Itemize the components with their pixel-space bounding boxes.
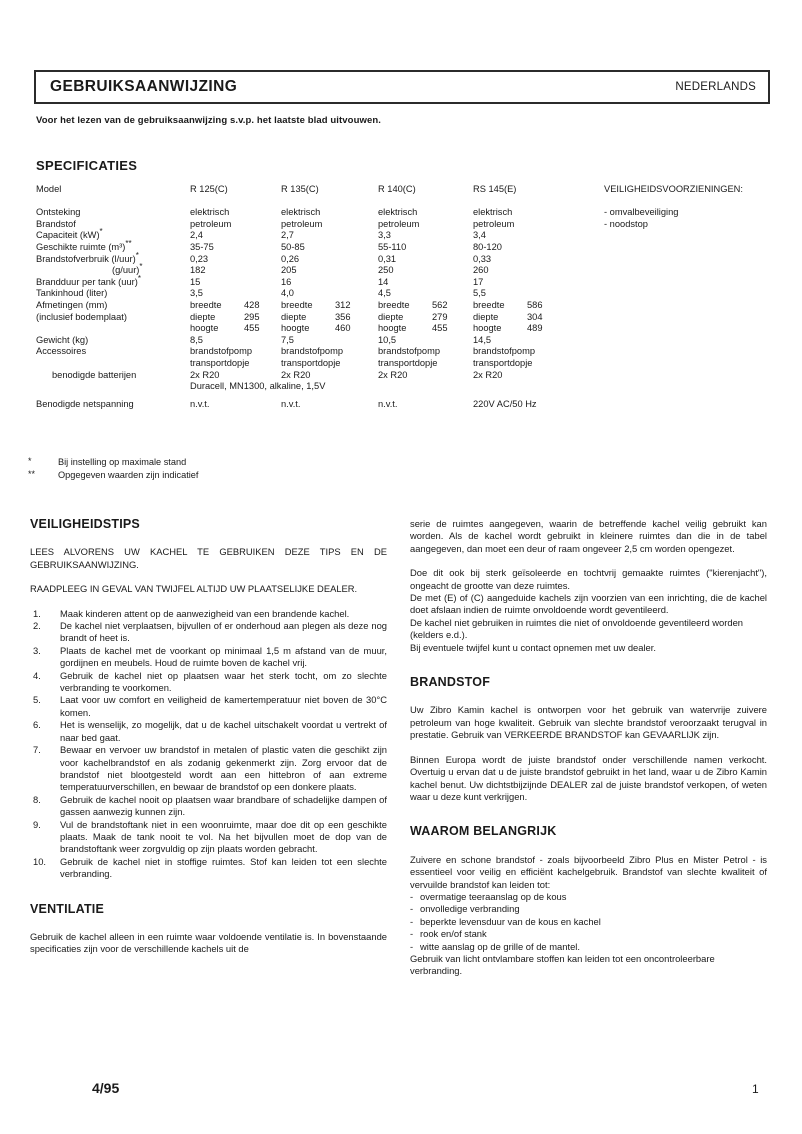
cell: 2x R20 bbox=[190, 369, 220, 380]
cell: brandstofpomp bbox=[190, 346, 253, 357]
cell: n.v.t. bbox=[281, 398, 301, 409]
list-item bbox=[410, 903, 767, 915]
row-label: Gewicht (kg) bbox=[36, 334, 89, 345]
row-label: (inclusief bodemplaat) bbox=[36, 311, 127, 322]
specifications-footnotes bbox=[28, 456, 198, 481]
weight-row bbox=[36, 335, 776, 347]
table-row bbox=[36, 227, 776, 242]
table-row bbox=[36, 238, 776, 254]
safety-features-title: VEILIGHEIDSVOORZIENINGEN: bbox=[604, 184, 743, 194]
cell: 3,3 bbox=[378, 230, 391, 241]
list-item bbox=[30, 744, 387, 794]
footnote bbox=[28, 469, 198, 482]
dim-value: 562 bbox=[432, 299, 448, 310]
cell: 0,31 bbox=[378, 253, 397, 264]
safety-feature-item: - omvalbeveiliging bbox=[604, 207, 679, 218]
list-number: 5. bbox=[33, 694, 41, 706]
waarom-paragraph-2: Gebruik van licht ontvlambare stoffen kan leiden tot een oncontroleerbare verbranding. bbox=[410, 952, 715, 977]
row-label: benodigde batterijen bbox=[52, 369, 137, 380]
list-text: Laat voor uw comfort en veiligheid de kamertemperatuur niet boven de 30°C komen. bbox=[60, 694, 387, 718]
brandstof-paragraph-2: Binnen Europa wordt de juiste brandstof onder verschillende namen verkocht. Overtuig u ervan dat u de juiste brandstof gebruikt in het land, waar u de Zibro Kamin kachel benut. Uw dichtstbijzijnde DEALER zal de juiste brandstof verkopen, of weten waar u deze kunt verkrijgen. bbox=[410, 753, 767, 802]
cell: elektrisch bbox=[473, 207, 513, 218]
list-number: 9. bbox=[33, 818, 41, 830]
cell: 35-75 bbox=[190, 241, 214, 252]
list-item bbox=[30, 856, 387, 881]
row-label bbox=[36, 227, 103, 242]
cell: 4,0 bbox=[281, 288, 294, 299]
model-label: Model bbox=[36, 184, 62, 194]
list-text: Plaats de kachel met de voorkant op minimaal 1,5 m afstand van de muur, gordijnen en meubels. Houd de ruimte boven de kachel vrij. bbox=[60, 644, 387, 669]
cell: elektrisch bbox=[378, 207, 418, 218]
footnote-mark: ** bbox=[125, 238, 132, 248]
footnote-text: Opgegeven waarden zijn indicatief bbox=[58, 469, 199, 480]
dash-marker: - bbox=[410, 915, 414, 927]
row-label-text: Brandduur per tank (uur) bbox=[36, 276, 138, 287]
batteries-row bbox=[36, 370, 776, 382]
cell: 17 bbox=[473, 276, 484, 287]
cell bbox=[473, 300, 543, 312]
language-label: NEDERLANDS bbox=[675, 81, 756, 93]
cell: 50-85 bbox=[281, 241, 305, 252]
list-number: 6. bbox=[33, 719, 41, 731]
cell bbox=[190, 300, 260, 312]
list-text: Vul de brandstoftank niet in een woonruimte, maar doe dit op een geschikte plaats. Maak de tank nooit te vol. Na het bijvullen moet de dop van de brandstoftank weer zorgvuldig op zijn plaats worden gebracht. bbox=[60, 818, 387, 855]
dim-value: 356 bbox=[335, 311, 351, 322]
list-item bbox=[30, 670, 387, 695]
waarom-belangrijk-heading: WAAROM BELANGRIJK bbox=[410, 824, 557, 839]
cell: petroleum bbox=[378, 218, 420, 229]
cell: 7,5 bbox=[281, 334, 294, 345]
dim-value: 279 bbox=[432, 311, 448, 322]
list-text: witte aanslag op de grille of de mantel. bbox=[420, 940, 580, 952]
cell: 16 bbox=[281, 276, 292, 287]
cell: 0,26 bbox=[281, 253, 300, 264]
dim-value: 295 bbox=[244, 311, 260, 322]
table-row bbox=[36, 262, 776, 277]
list-text: Het is wenselijk, zo mogelijk, dat u de kachel uitschakelt voordat u vertrekt of naar bed gaat. bbox=[60, 719, 387, 743]
dim-key: hoogte bbox=[190, 323, 219, 334]
cell: 55-110 bbox=[378, 241, 407, 252]
row-label-text: Brandstofverbruik (l/uur) bbox=[36, 253, 136, 264]
list-number: 2. bbox=[33, 620, 41, 632]
list-text: onvolledige verbranding bbox=[420, 903, 520, 915]
cell: n.v.t. bbox=[190, 398, 210, 409]
cell: brandstofpomp bbox=[378, 346, 441, 357]
cell: 2x R20 bbox=[473, 369, 503, 380]
page-title: GEBRUIKSAANWIJZING bbox=[50, 78, 238, 95]
accessories-row-2 bbox=[36, 358, 776, 370]
dash-marker: - bbox=[410, 903, 414, 915]
cell: transportdopje bbox=[473, 357, 533, 368]
list-number: 10. bbox=[33, 855, 47, 867]
battery-note: Duracell, MN1300, alkaline, 1,5V bbox=[190, 381, 326, 392]
fuel-quality-list bbox=[410, 891, 767, 953]
intro-line: Voor het lezen van de gebruiksaanwijzing s.v.p. het laatste blad uitvouwen. bbox=[36, 115, 381, 126]
model-col-4: RS 145(E) bbox=[473, 184, 517, 194]
dim-value: 304 bbox=[527, 311, 543, 322]
footer-page-number: 1 bbox=[752, 1082, 759, 1096]
row-label: Accessoires bbox=[36, 346, 87, 357]
safety-features-block bbox=[604, 184, 743, 230]
row-label: Benodigde netspanning bbox=[36, 398, 134, 409]
veiligheidstips-intro-2: RAADPLEEG IN GEVAL VAN TWIJFEL ALTIJD UW PLAATSELIJKE DEALER. bbox=[30, 583, 358, 595]
list-text: overmatige teeraanslag op de kous bbox=[420, 890, 567, 902]
list-number: 4. bbox=[33, 669, 41, 681]
list-item bbox=[30, 819, 387, 856]
dim-key: hoogte bbox=[473, 323, 502, 334]
dim-value: 489 bbox=[527, 323, 543, 334]
cell: 8,5 bbox=[190, 334, 203, 345]
cell: transportdopje bbox=[190, 357, 250, 368]
right-text-column bbox=[410, 518, 767, 990]
cell: petroleum bbox=[190, 218, 232, 229]
cell: petroleum bbox=[281, 218, 323, 229]
footnote-mark: * bbox=[139, 262, 143, 272]
dim-value: 455 bbox=[432, 323, 448, 334]
cell: 5,5 bbox=[473, 288, 486, 299]
cell: brandstofpomp bbox=[473, 346, 536, 357]
batteries-note-row bbox=[36, 381, 776, 393]
dim-key: breedte bbox=[378, 299, 410, 310]
dim-key: hoogte bbox=[378, 323, 407, 334]
cell: transportdopje bbox=[281, 357, 341, 368]
list-item bbox=[30, 719, 387, 744]
cell: petroleum bbox=[473, 218, 515, 229]
row-label-text: Geschikte ruimte (m³) bbox=[36, 241, 126, 252]
row-label: Ontsteking bbox=[36, 207, 81, 218]
waarom-paragraph-1: Zuivere en schone brandstof - zoals bijvoorbeeld Zibro Plus en Mister Petrol - is essentieel voor veilig en efficiënt kachelgebruik. Brandstof van slechte kwaliteit of vervuilde brandstof kan leiden tot: bbox=[410, 853, 767, 890]
list-item bbox=[30, 794, 387, 819]
cell bbox=[378, 323, 448, 335]
safety-feature-item: - noodstop bbox=[604, 218, 648, 229]
cell bbox=[190, 312, 260, 324]
cell bbox=[190, 323, 260, 335]
dim-value: 460 bbox=[335, 323, 351, 334]
footnote-mark: * bbox=[99, 227, 103, 237]
list-item bbox=[30, 645, 387, 670]
list-item bbox=[30, 620, 387, 645]
dim-key: diepte bbox=[473, 311, 499, 322]
dim-value: 455 bbox=[244, 323, 260, 334]
cell: 15 bbox=[190, 276, 201, 287]
cell bbox=[378, 300, 448, 312]
list-item bbox=[410, 916, 767, 928]
cell: 3,4 bbox=[473, 230, 486, 241]
veiligheidstips-heading: VEILIGHEIDSTIPS bbox=[30, 517, 140, 531]
cell: brandstofpomp bbox=[281, 346, 344, 357]
cell bbox=[473, 312, 543, 324]
dim-key: diepte bbox=[190, 311, 216, 322]
list-number: 1. bbox=[33, 607, 41, 619]
list-text: Gebruik de kachel niet op plaatsen waar het sterk tocht, om zo slechte verbranding te voorkomen. bbox=[60, 669, 387, 694]
row-label bbox=[36, 273, 141, 289]
cell: 14,5 bbox=[473, 334, 492, 345]
dim-key: hoogte bbox=[281, 323, 310, 334]
ventilatie-continued-1: serie de ruimtes aangegeven, waarin de betreffende kachel veilig gebruikt kan worden. Als de kachel wordt gebruikt in kleinere ruimtes dan die in de tabel aangegeven, dan moet een deur of raam ongeveer 2,5 cm worden opengezet. bbox=[410, 518, 767, 554]
dim-key: breedte bbox=[281, 299, 313, 310]
list-number: 8. bbox=[33, 793, 41, 805]
model-col-2: R 135(C) bbox=[281, 184, 319, 194]
cell bbox=[281, 300, 351, 312]
list-item bbox=[30, 694, 387, 719]
footnote-mark: * bbox=[28, 456, 32, 466]
dash-marker: - bbox=[410, 890, 414, 902]
footnote-mark: * bbox=[137, 273, 141, 283]
ventilatie-heading: VENTILATIE bbox=[30, 901, 104, 916]
footnote bbox=[28, 456, 198, 469]
dim-value: 428 bbox=[244, 299, 260, 310]
dim-value: 586 bbox=[527, 299, 543, 310]
list-item bbox=[30, 608, 387, 620]
list-number: 7. bbox=[33, 744, 41, 756]
cell: 260 bbox=[473, 265, 489, 276]
cell: 80-120 bbox=[473, 241, 502, 252]
list-item bbox=[410, 891, 767, 903]
cell: 0,23 bbox=[190, 253, 209, 264]
cell: 2,4 bbox=[190, 230, 203, 241]
row-label-text: (g/uur) bbox=[112, 265, 140, 276]
cell: 220V AC/50 Hz bbox=[473, 398, 537, 409]
row-label: Tankinhoud (liter) bbox=[36, 288, 108, 299]
cell: 182 bbox=[190, 265, 206, 276]
cell: 10,5 bbox=[378, 334, 397, 345]
dim-key: diepte bbox=[378, 311, 404, 322]
footnote-mark: ** bbox=[28, 468, 36, 479]
cell: elektrisch bbox=[281, 207, 321, 218]
list-text: De kachel niet verplaatsen, bijvullen of er onderhoud aan plegen als deze nog brandt of heet is. bbox=[60, 620, 387, 644]
accessories-row-1 bbox=[36, 346, 776, 358]
dash-marker: - bbox=[410, 928, 414, 940]
ventilatie-text: Gebruik de kachel alleen in een ruimte waar voldoende ventilatie is. In bovenstaande specificaties zijn voor de verschillende kachels uit de bbox=[30, 930, 387, 955]
model-col-1: R 125(C) bbox=[190, 184, 228, 194]
cell bbox=[281, 323, 351, 335]
table-row bbox=[36, 250, 776, 266]
title-banner bbox=[34, 70, 770, 104]
ventilatie-continued-3: De met (E) of (C) aangeduide kachels zijn voorzien van een inrichting, die de kachel doet afslaan indien de ruimte onvoldoende wordt geventileerd. bbox=[410, 592, 767, 616]
dimensions-row-depth bbox=[36, 312, 776, 324]
specifications-heading: SPECIFICATIES bbox=[36, 158, 138, 173]
dimensions-row-width bbox=[36, 300, 776, 312]
footer-revision: 4/95 bbox=[92, 1080, 120, 1096]
dim-key: diepte bbox=[281, 311, 307, 322]
footnote-mark: * bbox=[135, 250, 139, 260]
list-text: rook en/of stank bbox=[420, 928, 487, 940]
list-item bbox=[410, 928, 767, 940]
cell: n.v.t. bbox=[378, 398, 398, 409]
cell bbox=[281, 312, 351, 324]
cell: 2x R20 bbox=[378, 369, 408, 380]
cell: 0,33 bbox=[473, 253, 492, 264]
dimensions-row-height bbox=[36, 323, 776, 335]
table-row bbox=[36, 288, 776, 300]
list-text: Maak kinderen attent op de aanwezigheid van een brandende kachel. bbox=[60, 607, 350, 619]
brandstof-heading: BRANDSTOF bbox=[410, 675, 491, 690]
list-text: Gebruik de kachel nooit op plaatsen waar brandbare of schadelijke dampen of gassen aanwezig kunnen zijn. bbox=[60, 793, 387, 818]
cell: 14 bbox=[378, 276, 389, 287]
list-number: 3. bbox=[33, 644, 41, 656]
list-text: Gebruik de kachel niet in stoffige ruimtes. Stof kan leiden tot een slechte verbranding. bbox=[60, 855, 387, 880]
veiligheidstips-intro-1: LEES ALVORENS UW KACHEL TE GEBRUIKEN DEZE TIPS EN DE GEBRUIKSAANWIJZING. bbox=[30, 546, 387, 570]
cell: 250 bbox=[378, 265, 394, 276]
list-text: beperkte levensduur van de kous en kachel bbox=[420, 915, 601, 927]
cell bbox=[378, 312, 448, 324]
cell: transportdopje bbox=[378, 357, 438, 368]
model-col-3: R 140(C) bbox=[378, 184, 416, 194]
footnote-text: Bij instelling op maximale stand bbox=[58, 457, 187, 467]
ventilatie-continued-4: De kachel niet gebruiken in ruimtes die niet of onvoldoende geventileerd worden (kelders e.d.). bbox=[410, 616, 744, 641]
ventilatie-continued-2: Doe dit ook bij sterk geïsoleerde en tochtvrij gemaakte ruimtes ("kierenjacht"), ongeacht de grootte van deze ruimtes. bbox=[410, 567, 767, 591]
dash-marker: - bbox=[410, 940, 414, 952]
dim-key: breedte bbox=[190, 299, 222, 310]
cell: 3,5 bbox=[190, 288, 203, 299]
cell: 205 bbox=[281, 265, 297, 276]
ventilatie-continued-5: Bij eventuele twijfel kunt u contact opnemen met uw dealer. bbox=[410, 641, 656, 653]
row-label bbox=[36, 250, 139, 266]
brandstof-paragraph-1: Uw Zibro Kamin kachel is ontworpen voor het gebruik van watervrije zuivere petroleum van hoge kwaliteit. Gebruik van slechte brandstof veroorzaakt terugval in prestatie. Gebruik van VERKEERDE BRANDSTOF kan GEVAARLIJK zijn. bbox=[410, 704, 767, 741]
cell: elektrisch bbox=[190, 207, 230, 218]
list-text: Bewaar en vervoer uw brandstof in metalen of plastic vaten die geschikt zijn voor kachelbrandstof en als zodanig gekenmerkt zijn. Zorg ervoor dat de brandstof niet blootgesteld wordt aan een hittebron of aan extreme temperatuurverschillen, en bewaar de brandstof op een donkere plaats. bbox=[60, 744, 387, 793]
row-label bbox=[36, 238, 132, 254]
safety-tips-list bbox=[30, 608, 387, 881]
dim-value: 312 bbox=[335, 299, 351, 310]
dim-key: breedte bbox=[473, 299, 505, 310]
row-label-text: Capaciteit (kW) bbox=[36, 230, 100, 241]
voltage-row bbox=[36, 399, 776, 411]
list-item bbox=[410, 941, 767, 953]
cell bbox=[473, 323, 543, 335]
cell: 2,7 bbox=[281, 230, 294, 241]
row-label: Afmetingen (mm) bbox=[36, 299, 108, 310]
cell: 4,5 bbox=[378, 288, 391, 299]
cell: 2x R20 bbox=[281, 369, 311, 380]
row-label: Brandstof bbox=[36, 218, 76, 229]
table-row bbox=[36, 273, 776, 289]
left-text-column bbox=[30, 518, 387, 968]
